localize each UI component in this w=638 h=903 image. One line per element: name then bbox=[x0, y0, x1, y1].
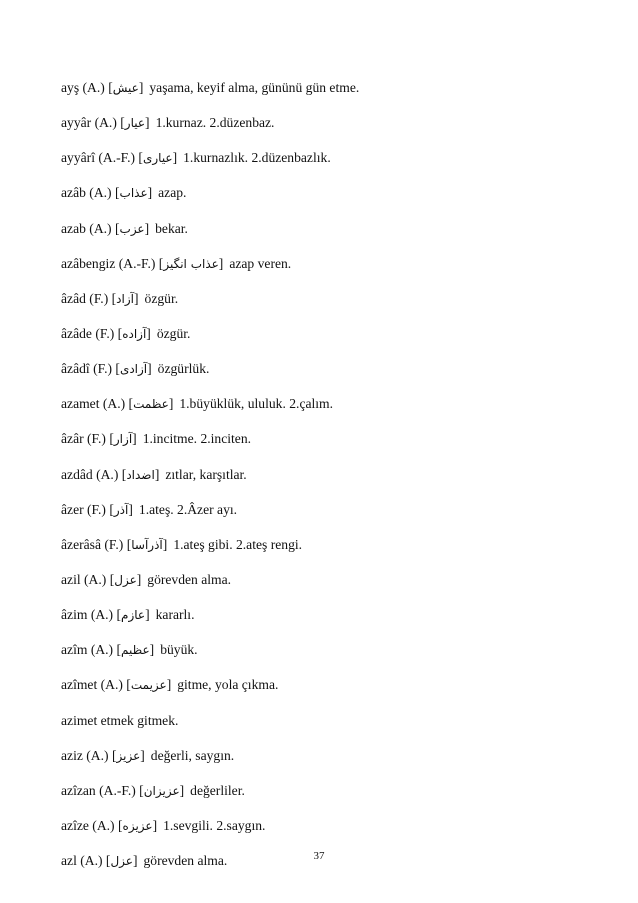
entry-meaning: değerliler. bbox=[190, 782, 245, 798]
entry-arabic-script: اضداد bbox=[126, 467, 155, 482]
entry-arabic-script: آذرآسا bbox=[131, 537, 163, 552]
entry-headword: ayyâr (A.) bbox=[61, 115, 117, 131]
dictionary-entry: âzâr (F.) [آزار] 1.incitme. 2.inciten. bbox=[61, 431, 252, 447]
dictionary-entry: âzâde (F.) [آزاده] özgür. bbox=[61, 325, 191, 341]
entry-arabic-script: عظيم bbox=[121, 643, 150, 658]
entry-arabic-script: عازم bbox=[121, 608, 146, 623]
entry-arabic-script: عيارى bbox=[142, 151, 173, 166]
entry-arabic-script: عيش bbox=[112, 81, 139, 95]
entry-headword: azîzan (A.-F.) bbox=[61, 782, 136, 798]
dictionary-entry: âzerâsâ (F.) [آذرآسا] 1.ateş gibi. 2.ateş rengi. bbox=[61, 536, 303, 552]
entry-headword: ayyârî (A.-F.) bbox=[61, 150, 136, 166]
entry-headword: âzer (F.) bbox=[61, 501, 106, 517]
entry-headword: azdâd (A.) bbox=[61, 466, 119, 482]
entry-arabic-script: عذاب bbox=[119, 186, 148, 201]
entry-headword: azîmet (A.) bbox=[61, 677, 123, 693]
entry-meaning: özgür. bbox=[156, 325, 191, 341]
dictionary-entry: azdâd (A.) [اضداد] zıtlar, karşıtlar. bbox=[61, 466, 247, 482]
dictionary-entry: âzim (A.) [عازم] kararlı. bbox=[61, 607, 195, 623]
entry-headword: azil (A.) bbox=[61, 571, 107, 587]
entry-headword: azîze (A.) bbox=[61, 817, 115, 833]
entry-headword: âzerâsâ (F.) bbox=[61, 536, 124, 552]
entry-arabic-script: عزب bbox=[119, 221, 145, 236]
entry-meaning: bekar. bbox=[155, 220, 188, 236]
entry-headword: azl (A.) bbox=[61, 853, 103, 869]
entry-meaning: azap. bbox=[158, 185, 187, 201]
entry-meaning: büyük. bbox=[160, 642, 198, 658]
entry-arabic-script: عذاب انگيز bbox=[163, 256, 219, 271]
dictionary-entry: azâb (A.) [عذاب] azap. bbox=[61, 185, 187, 201]
dictionary-entry: ayş (A.) [عيش] yaşama, keyif alma, gününü gün etme. bbox=[61, 80, 360, 95]
entry-meaning: kararlı. bbox=[155, 607, 195, 623]
dictionary-entry: azl (A.) [عزل] görevden alma. bbox=[61, 853, 228, 869]
dictionary-entry: âzâd (F.) [آزاد] özgür. bbox=[61, 290, 179, 306]
entry-meaning: yaşama, keyif alma, gününü gün etme. bbox=[149, 80, 360, 95]
dictionary-entry: ayyâr (A.) [عيار] 1.kurnaz. 2.düzenbaz. bbox=[61, 115, 275, 131]
entry-headword: âzâdî (F.) bbox=[61, 361, 112, 377]
dictionary-entry: azîmet (A.) [عزيمت] gitme, yola çıkma. bbox=[61, 677, 279, 693]
entry-headword: âzâr (F.) bbox=[61, 431, 106, 447]
entry-meaning: gitme, yola çıkma. bbox=[177, 677, 279, 693]
entry-headword: azîm (A.) bbox=[61, 642, 114, 658]
entry-meaning: görevden alma. bbox=[147, 571, 232, 587]
entry-meaning: 1.büyüklük, ululuk. 2.çalım. bbox=[179, 396, 334, 412]
entry-arabic-script: آزاده bbox=[122, 326, 147, 341]
entry-headword: âzim (A.) bbox=[61, 607, 114, 623]
dictionary-entry: âzâdî (F.) [آزادى] özgürlük. bbox=[61, 361, 210, 377]
entry-headword: azab (A.) bbox=[61, 220, 112, 236]
entry-meaning: 1.kurnaz. 2.düzenbaz. bbox=[155, 115, 275, 131]
entry-meaning: özgürlük. bbox=[157, 361, 210, 377]
entry-meaning: 1.ateş gibi. 2.ateş rengi. bbox=[173, 536, 303, 552]
entry-headword: âzâd (F.) bbox=[61, 290, 109, 306]
dictionary-entries bbox=[61, 79, 581, 887]
entry-headword: azâb (A.) bbox=[61, 185, 112, 201]
entry-meaning: 1.incitme. 2.inciten. bbox=[142, 431, 252, 447]
entry-headword: azâbengiz (A.-F.) bbox=[61, 255, 156, 271]
entry-arabic-script: عزيزه bbox=[122, 818, 153, 833]
entry-arabic-script: آزار bbox=[113, 432, 133, 447]
dictionary-entry: azîze (A.) [عزيزه] 1.sevgili. 2.saygın. bbox=[61, 817, 266, 833]
dictionary-entry: azab (A.) [عزب] bekar. bbox=[61, 220, 188, 236]
entry-headword: ayş (A.) bbox=[61, 80, 105, 95]
entry-meaning: zıtlar, karşıtlar. bbox=[165, 466, 247, 482]
dictionary-entry: azamet (A.) [عظمت] 1.büyüklük, ululuk. 2.çalım. bbox=[61, 396, 334, 412]
entry-arabic-script: آذر bbox=[113, 502, 129, 517]
entry-headword: azimet etmek gitmek. bbox=[61, 712, 179, 728]
entry-meaning: 1.ateş. 2.Âzer ayı. bbox=[138, 501, 238, 517]
dictionary-entry: azîm (A.) [عظيم] büyük. bbox=[61, 642, 198, 658]
entry-meaning: özgür. bbox=[144, 290, 179, 306]
entry-arabic-script: عزل bbox=[110, 854, 133, 869]
entry-meaning: 1.sevgili. 2.saygın. bbox=[163, 817, 266, 833]
dictionary-entry: aziz (A.) [عزيز] değerli, saygın. bbox=[61, 747, 235, 763]
entry-headword: âzâde (F.) bbox=[61, 325, 115, 341]
dictionary-entry: azâbengiz (A.-F.) [عذاب انگيز] azap veren. bbox=[61, 255, 292, 271]
entry-meaning: 1.kurnazlık. 2.düzenbazlık. bbox=[183, 150, 331, 166]
entry-meaning: azap veren. bbox=[229, 255, 292, 271]
entry-meaning: görevden alma. bbox=[143, 853, 228, 869]
entry-headword: aziz (A.) bbox=[61, 747, 109, 763]
dictionary-entry: ayyârî (A.-F.) [عيارى] 1.kurnazlık. 2.düzenbazlık. bbox=[61, 150, 331, 166]
dictionary-entry: azil (A.) [عزل] görevden alma. bbox=[61, 571, 232, 587]
entry-arabic-script: عزيز bbox=[116, 748, 141, 763]
entry-arabic-script: عزيزان bbox=[143, 783, 180, 798]
dictionary-entry bbox=[61, 712, 581, 747]
entry-arabic-script: آزاد bbox=[116, 291, 134, 306]
dictionary-entry: âzer (F.) [آذر] 1.ateş. 2.Âzer ayı. bbox=[61, 501, 238, 517]
entry-meaning: değerli, saygın. bbox=[150, 747, 235, 763]
entry-arabic-script: عزيمت bbox=[130, 678, 167, 693]
dictionary-entry: azîzan (A.-F.) [عزيزان] değerliler. bbox=[61, 782, 245, 798]
entry-arabic-script: عظمت bbox=[133, 397, 169, 412]
entry-headword: azamet (A.) bbox=[61, 396, 126, 412]
page-number: 37 bbox=[313, 850, 325, 862]
entry-arabic-script: آزادى bbox=[119, 362, 148, 377]
entry-arabic-script: عزل bbox=[114, 572, 137, 587]
entry-arabic-script: عيار bbox=[124, 116, 146, 131]
